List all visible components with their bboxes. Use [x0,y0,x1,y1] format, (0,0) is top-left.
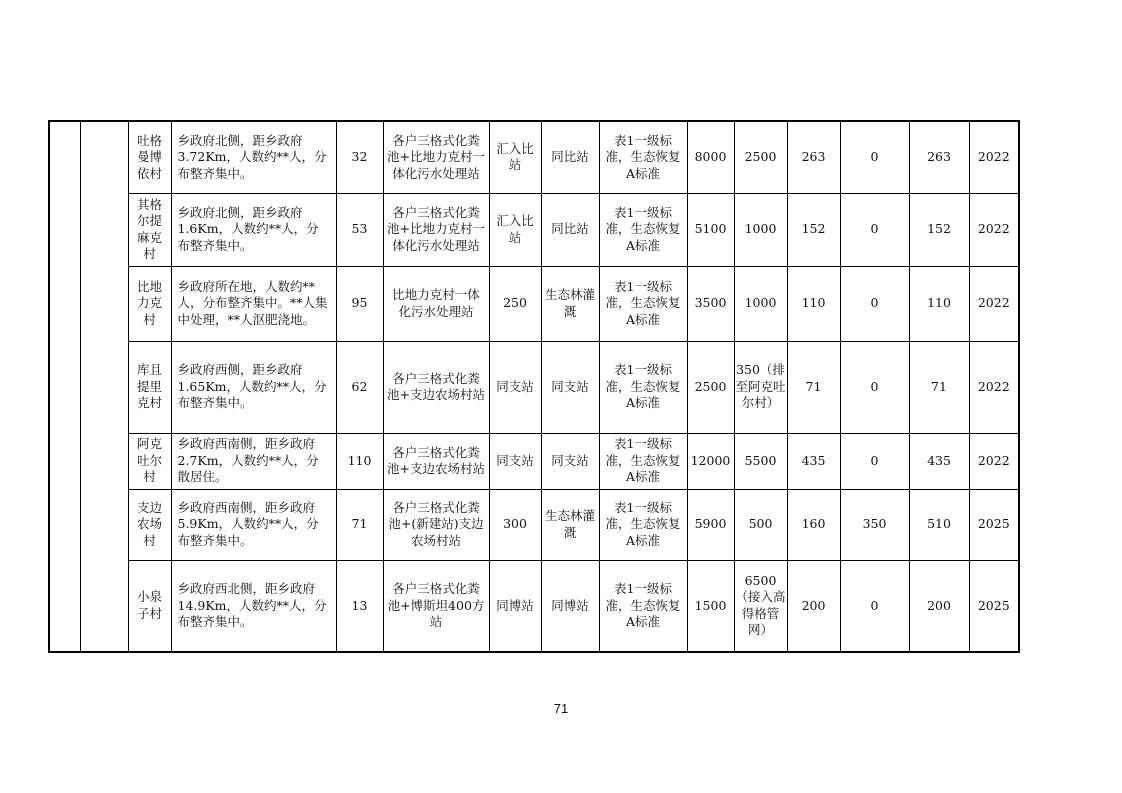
village-name: 吐格曼博依村 [128,121,171,193]
treatment-method: 各户三格式化粪池+支边农场村站 [383,433,489,489]
discharge-target: 同博站 [489,560,541,652]
station: 生态林灌溉 [541,266,599,341]
value-e: 0 [840,193,909,266]
treatment-method: 各户三格式化粪池+支边农场村站 [383,341,489,433]
value-a: 62 [336,341,383,433]
value-f: 71 [909,341,969,433]
value-a: 13 [336,560,383,652]
village-description: 乡政府北侧，距乡政府3.72Km，人数约**人，分布整齐集中。 [171,121,336,193]
village-name: 小泉子村 [128,560,171,652]
discharge-target: 同支站 [489,433,541,489]
station: 同博站 [541,560,599,652]
value-b: 12000 [687,433,734,489]
table-row [49,121,1019,193]
value-e: 0 [840,341,909,433]
value-a: 95 [336,266,383,341]
page-number: 71 [553,701,569,716]
table-row [49,266,1019,341]
value-c: 350（排至阿克吐尔村） [734,341,787,433]
value-c: 5500 [734,433,787,489]
sewage-plan-table [48,120,1020,653]
village-name: 其格尔提麻克村 [128,193,171,266]
village-name: 支边农场村 [128,489,171,560]
value-f: 200 [909,560,969,652]
value-d: 152 [787,193,840,266]
value-d: 110 [787,266,840,341]
station: 同比站 [541,193,599,266]
year: 2022 [969,121,1019,193]
discharge-standard: 表1一级标准，生态恢复A标准 [599,489,687,560]
station: 同比站 [541,121,599,193]
village-description: 乡政府北侧，距乡政府1.6Km，人数约**人，分布整齐集中。 [171,193,336,266]
village-description: 乡政府西南侧，距乡政府2.7Km，人数约**人，分散居住。 [171,433,336,489]
village-description: 乡政府西北侧，距乡政府14.9Km，人数约**人，分布整齐集中。 [171,560,336,652]
year: 2022 [969,341,1019,433]
blank-cell-left [49,121,80,652]
table-row [49,193,1019,266]
year: 2025 [969,489,1019,560]
year: 2022 [969,266,1019,341]
treatment-method: 各户三格式化粪池+博斯坦400方站 [383,560,489,652]
treatment-method: 各户三格式化粪池+比地力克村一体化污水处理站 [383,121,489,193]
value-b: 8000 [687,121,734,193]
table-row [49,341,1019,433]
value-e: 0 [840,121,909,193]
discharge-target: 同支站 [489,341,541,433]
discharge-standard: 表1一级标准，生态恢复A标准 [599,266,687,341]
value-c: 500 [734,489,787,560]
table-row [49,489,1019,560]
value-c: 1000 [734,266,787,341]
table-row [49,433,1019,489]
value-f: 263 [909,121,969,193]
value-a: 32 [336,121,383,193]
value-a: 71 [336,489,383,560]
treatment-method: 比地力克村一体化污水处理站 [383,266,489,341]
value-d: 200 [787,560,840,652]
village-name: 库且提里克村 [128,341,171,433]
discharge-target: 汇入比站 [489,193,541,266]
station: 生态林灌溉 [541,489,599,560]
value-a: 110 [336,433,383,489]
discharge-standard: 表1一级标准，生态恢复A标准 [599,433,687,489]
value-b: 3500 [687,266,734,341]
discharge-target: 汇入比站 [489,121,541,193]
value-b: 1500 [687,560,734,652]
value-d: 263 [787,121,840,193]
year: 2022 [969,193,1019,266]
value-c: 2500 [734,121,787,193]
value-d: 435 [787,433,840,489]
year: 2022 [969,433,1019,489]
discharge-standard: 表1一级标准，生态恢复A标准 [599,121,687,193]
value-f: 435 [909,433,969,489]
value-b: 5100 [687,193,734,266]
value-e: 0 [840,560,909,652]
treatment-method: 各户三格式化粪池+(新建站)支边农场村站 [383,489,489,560]
value-b: 2500 [687,341,734,433]
village-description: 乡政府西南侧，距乡政府5.9Km，人数约**人，分布整齐集中。 [171,489,336,560]
discharge-target: 250 [489,266,541,341]
value-a: 53 [336,193,383,266]
village-name: 比地力克村 [128,266,171,341]
station: 同支站 [541,433,599,489]
year: 2025 [969,560,1019,652]
value-f: 510 [909,489,969,560]
value-f: 152 [909,193,969,266]
value-e: 0 [840,266,909,341]
station: 同支站 [541,341,599,433]
value-e: 350 [840,489,909,560]
treatment-method: 各户三格式化粪池+比地力克村一体化污水处理站 [383,193,489,266]
discharge-target: 300 [489,489,541,560]
value-d: 160 [787,489,840,560]
discharge-standard: 表1一级标准，生态恢复A标准 [599,560,687,652]
discharge-standard: 表1一级标准，生态恢复A标准 [599,193,687,266]
value-b: 5900 [687,489,734,560]
value-f: 110 [909,266,969,341]
value-c: 1000 [734,193,787,266]
discharge-standard: 表1一级标准，生态恢复A标准 [599,341,687,433]
table-row [49,560,1019,652]
village-description: 乡政府所在地，人数约**人，分布整齐集中。**人集中处理，**人沤肥浇地。 [171,266,336,341]
value-d: 71 [787,341,840,433]
value-e: 0 [840,433,909,489]
value-c: 6500（接入高得格管网） [734,560,787,652]
village-description: 乡政府西侧，距乡政府1.65Km，人数约**人，分布整齐集中。 [171,341,336,433]
blank-cell-left-2 [80,121,128,652]
village-name: 阿克吐尔村 [128,433,171,489]
